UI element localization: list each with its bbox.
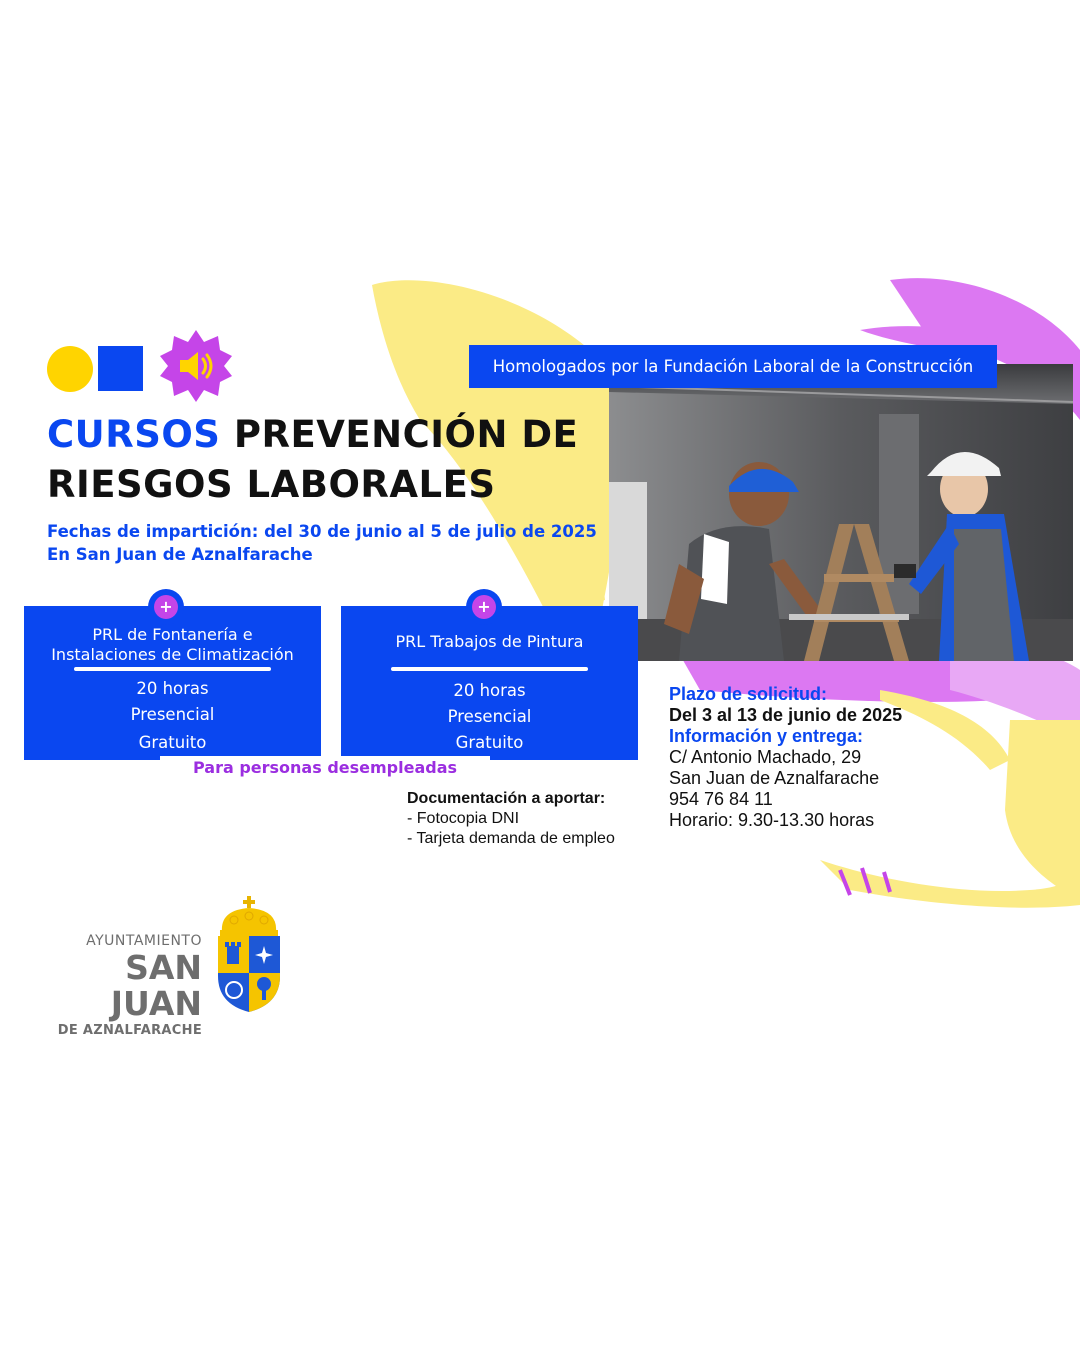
blue-square-icon <box>98 346 143 391</box>
office-hours: Horario: 9.30-13.30 horas <box>669 810 875 830</box>
documentation-list <box>407 789 667 849</box>
course-dates <box>47 520 607 566</box>
title-part-1: PREVENCIÓN DE <box>233 413 579 456</box>
course-hours: 20 horas <box>453 681 526 700</box>
title-accent: CURSOS <box>47 413 221 456</box>
card-divider <box>391 667 588 671</box>
workers-photo <box>609 364 1073 661</box>
speaker-icon <box>158 328 234 404</box>
course-mode: Presencial <box>447 707 532 726</box>
documentation-title: Documentación a aportar: <box>407 790 606 807</box>
logo-line2: SAN JUAN <box>110 948 202 1023</box>
page-title <box>47 410 607 510</box>
dates-text: Fechas de impartición: del 30 de junio al 5 de julio de 2025 <box>47 522 597 541</box>
yellow-circle-icon <box>47 346 93 392</box>
town-hall-logo-text <box>24 932 202 1039</box>
title-part-2: RIESGOS LABORALES <box>47 463 496 506</box>
plus-icon: + <box>466 589 502 625</box>
address: C/ Antonio Machado, 29 <box>669 747 862 767</box>
course-price: Gratuito <box>455 733 524 752</box>
documentation-item: - Fotocopia DNI <box>407 810 520 827</box>
course-title-line2: Instalaciones de Climatización <box>51 645 294 664</box>
course-card-pintura <box>341 606 638 760</box>
course-price: Gratuito <box>138 733 207 752</box>
plus-icon: + <box>148 589 184 625</box>
deadline-value: Del 3 al 13 de junio de 2025 <box>669 705 903 725</box>
application-info <box>669 684 1069 831</box>
phone: 954 76 84 11 <box>669 789 773 809</box>
documentation-item: - Tarjeta demanda de empleo <box>407 830 615 847</box>
logo-line3: DE AZNALFARACHE <box>57 1023 202 1038</box>
coat-of-arms-icon <box>214 896 284 1014</box>
audience-label: Para personas desempleadas <box>160 756 490 782</box>
course-title-line1: PRL de Fontanería e <box>92 625 253 644</box>
logo-line1: AYUNTAMIENTO <box>86 933 202 949</box>
homologation-banner: Homologados por la Fundación Laboral de la Construcción <box>469 345 997 388</box>
course-mode: Presencial <box>130 705 215 724</box>
card-divider <box>74 667 271 671</box>
deadline-label: Plazo de solicitud: <box>669 684 828 704</box>
town: San Juan de Aznalfarache <box>669 768 880 788</box>
course-title-line1: PRL Trabajos de Pintura <box>395 632 584 651</box>
contact-label: Información y entrega: <box>669 726 864 746</box>
course-card-fontaneria <box>24 606 321 760</box>
location-text: En San Juan de Aznalfarache <box>47 545 313 564</box>
course-hours: 20 horas <box>136 679 209 698</box>
